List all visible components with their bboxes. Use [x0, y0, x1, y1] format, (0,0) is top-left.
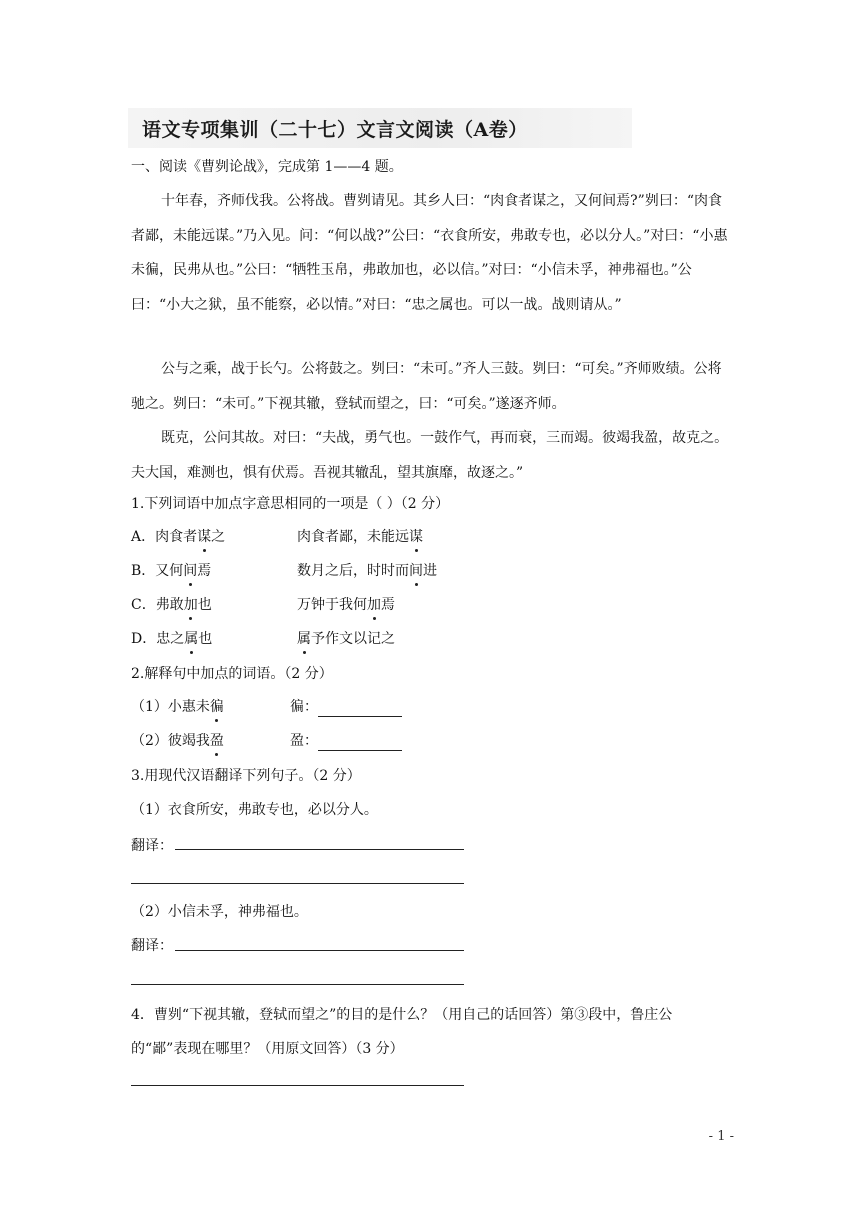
item-text: 彼竭我: [167, 733, 210, 749]
answer-line[interactable]: [175, 950, 464, 951]
passage-paragraph-1: [131, 184, 731, 322]
answer-line[interactable]: [131, 1085, 464, 1086]
passage-paragraph-2: [131, 352, 731, 421]
option-text: 弗敢: [155, 597, 184, 613]
option-a-compare: [297, 527, 423, 547]
option-text: 肉食者: [155, 529, 198, 545]
translate-label: 翻译：: [131, 938, 173, 954]
dotted-char: 谋: [197, 529, 212, 545]
dotted-char: 属: [184, 631, 199, 647]
option-text: 焉: [197, 563, 212, 579]
dotted-char: 徧: [209, 699, 224, 715]
question-4-line-1: 4．曹刿“下视其辙，登轼而望之”的目的是什么？（用自己的话回答）第③段中，鲁庄公: [131, 1007, 673, 1023]
q2-item-2-answer: [290, 731, 402, 751]
option-label: B．: [131, 563, 156, 579]
answer-line[interactable]: [131, 984, 464, 985]
passage-paragraph-3: [131, 421, 731, 490]
page-number: - 1 -: [708, 1129, 734, 1144]
dotted-char: 谋: [409, 529, 423, 545]
option-b-compare: [297, 561, 437, 581]
translate-label: 翻译：: [131, 838, 173, 854]
option-c: [131, 595, 212, 615]
option-text: 数月之后，时时而: [297, 563, 409, 579]
option-text: 万钟于我何: [297, 597, 367, 613]
answer-line[interactable]: [175, 849, 464, 850]
option-label: A．: [131, 529, 156, 545]
section-heading: 一、阅读《曹刿论战》，完成第 1——4 题。: [131, 159, 403, 175]
option-d-compare: [297, 629, 395, 649]
dotted-char: 间: [183, 563, 198, 579]
question-4-line-2: 的“鄙”表现在哪里？（用原文回答）（3 分）: [131, 1041, 404, 1057]
option-a: [131, 527, 225, 547]
option-text: 忠之: [156, 631, 185, 647]
dotted-char: 加: [183, 597, 198, 613]
option-text: 肉食者鄙，未能远: [297, 529, 409, 545]
answer-blank[interactable]: [318, 702, 402, 717]
dotted-char: 属: [297, 631, 311, 647]
q2-item-2: [131, 731, 224, 751]
option-c-compare: [297, 595, 395, 615]
answer-label: 徧：: [290, 699, 318, 715]
item-number: （1）: [131, 699, 168, 715]
option-text: 之: [211, 529, 226, 545]
option-text: 也: [197, 597, 212, 613]
question-3-stem: 3.用现代汉语翻译下列句子。（2 分）: [131, 768, 361, 784]
item-text: 小惠未: [167, 699, 210, 715]
dotted-char: 盈: [209, 733, 224, 749]
q3-sentence-2: （2）小信未孚，神弗福也。: [131, 904, 308, 920]
option-text: 进: [423, 563, 437, 579]
dotted-char: 间: [409, 563, 423, 579]
passage-text: 十年春，齐师伐我。公将战。曹刿请见。其乡人曰：“肉食者谋之，又何间焉?”刿曰：“肉食者鄙，未能远谋。”乃入见。问：“何以战?”公曰：“衣食所安，弗敢专也，必以分人。”对曰：“小惠未徧，民弗从也。”公曰：“牺牲玉帛，弗敢加也，必以信。”对曰：“小信未孚，神弗福也。”公曰：“小大之狱，虽不能察，必以情。”对曰：“忠之属也。可以一战。战则请从。”: [131, 193, 728, 313]
option-label: D．: [131, 631, 157, 647]
option-text: 又何: [155, 563, 184, 579]
item-number: （2）: [131, 733, 168, 749]
option-b: [131, 561, 211, 581]
passage-text: 既克，公问其故。对曰：“夫战，勇气也。一鼓作气，再而衰，三而竭。彼竭我盈，故克之。夫大国，难测也，惧有伏焉。吾视其辙乱，望其旗靡，故逐之。”: [131, 430, 729, 481]
title-banner: [128, 108, 632, 148]
answer-label: 盈：: [290, 733, 318, 749]
question-1-stem: 1.下列词语中加点字意思相同的一项是（ ）（2 分）: [131, 496, 450, 512]
passage-text: 公与之乘，战于长勺。公将鼓之。刿曰：“未可。”齐人三鼓。刿曰：“可矣。”齐师败绩。公将驰之。刿曰：“未可。”下视其辙，登轼而望之，曰：“可矣。”遂逐齐师。: [131, 361, 722, 412]
option-label: C．: [131, 597, 156, 613]
option-text: 予作文以记之: [311, 631, 395, 647]
q2-item-1-answer: [290, 697, 402, 717]
q3-sentence-1: （1）衣食所安，弗敢专也，必以分人。: [131, 802, 378, 818]
document-title: 语文专项集训（二十七）文言文阅读（A卷）: [142, 119, 528, 141]
option-text: 焉: [381, 597, 395, 613]
question-2-stem: 2.解释句中加点的词语。（2 分）: [131, 666, 333, 682]
option-d: [131, 629, 212, 649]
answer-line[interactable]: [131, 883, 464, 884]
dotted-char: 加: [367, 597, 381, 613]
answer-blank[interactable]: [318, 736, 402, 751]
option-text: 也: [198, 631, 213, 647]
q2-item-1: [131, 697, 224, 717]
